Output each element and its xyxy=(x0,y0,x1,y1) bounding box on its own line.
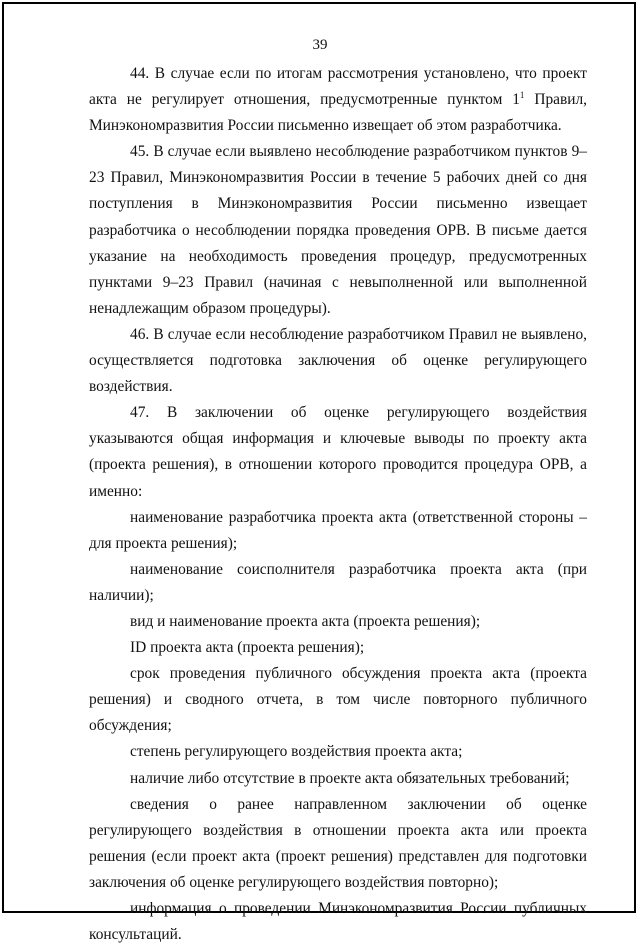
list-item: вид и наименование проекта акта (проекта решения); xyxy=(130,612,481,630)
footnote-superscript: 1 xyxy=(519,89,525,100)
list-item: сведения о ранее направленном заключении об оценке регулирующего воздействия в отношении проекта акта или проекта решения (если проект акта (проект решения) представлен для подготовки заключения об оценке регулирующего воздействия повторно); xyxy=(89,795,587,891)
paragraph-46: 46. В случае если несоблюдение разработчиком Правил не выявлено, осуществляется подготовка заключения об оценке регулирующего воздействия. xyxy=(89,325,587,396)
paragraph-44-text-end: Правил, Минэкономразвития России письменно извещает об этом разработчика. xyxy=(89,91,587,135)
list-item: ID проекта акта (проекта решения); xyxy=(130,639,365,657)
document-body xyxy=(89,61,587,948)
paragraph-47: 47. В заключении об оценке регулирующего воздействия указываются общая информация и ключевые выводы по проекту акта (проекта решения), в отношении которого проводится процедура ОРВ, а именно: xyxy=(89,404,587,500)
list-item: срок проведения публичного обсуждения проекта акта (проекта решения) и сводного отчета, в том числе повторного публичного обсуждения; xyxy=(89,665,587,735)
paragraph-45: 45. В случае если выявлено несоблюдение разработчиком пунктов 9–23 Правил, Минэкономразвития России в течение 5 рабочих дней со дня поступления в Минэкономразвития России письменно извещает разработчика о несоблюдении порядка проведения ОРВ. В письме дается указание на необходимость проведения процедур, предусмотренных пунктами 9–23 Правил (начиная с невыполненной или выполненной ненадлежащим образом процедуры). xyxy=(89,143,587,317)
paragraph-44 xyxy=(89,61,587,139)
list-item: степень регулирующего воздействия проекта акта; xyxy=(130,743,463,761)
list-item: наименование соисполнителя разработчика проекта акта (при наличии); xyxy=(89,560,587,604)
page-number: 39 xyxy=(312,37,328,53)
list-item: информация о проведении Минэкономразвития России публичных консультаций. xyxy=(89,900,587,944)
paragraph-44-text: 44. В случае если по итогам рассмотрения установлено, что проект акта не регулирует отношения, предусмотренные пунктом 1 xyxy=(89,65,587,109)
list-item: наименование разработчика проекта акта (ответственной стороны – для проекта решения); xyxy=(89,508,587,552)
list-item: наличие либо отсутствие в проекте акта обязательных требований; xyxy=(130,769,570,787)
